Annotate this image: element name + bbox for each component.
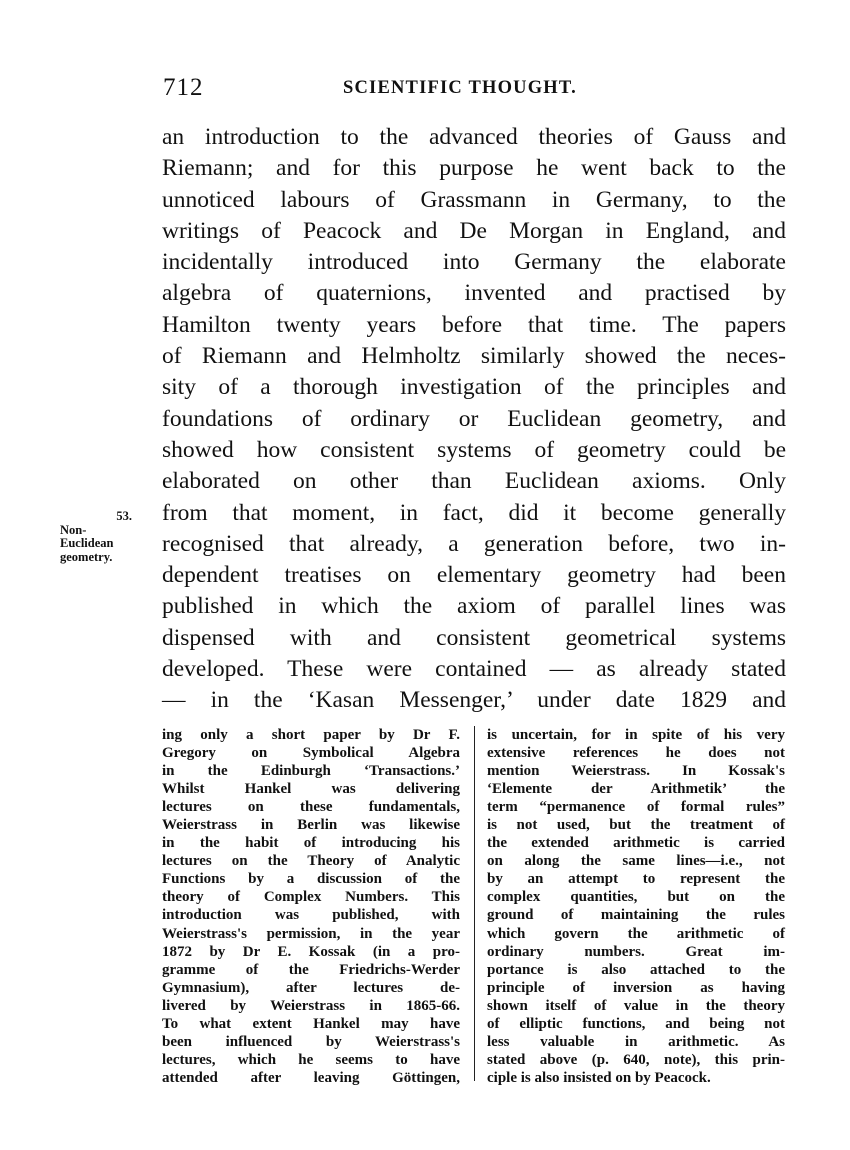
text-line: unnoticed labours of Grassmann in Germany, to the: [162, 186, 786, 213]
footnote-line: in the Edinburgh ‘Transactions.’: [162, 763, 460, 780]
footnote-line: been influenced by Weierstrass's: [162, 1033, 460, 1050]
section-label-line: geometry.: [60, 549, 113, 564]
section-label-line: Euclidean: [60, 536, 114, 550]
text-line: recognised that already, a generation before, two in-: [162, 530, 786, 557]
footnote-line: by an attempt to represent the: [487, 871, 785, 888]
section-label-line: Non-: [60, 522, 87, 537]
footnote-line: lectures on the Theory of Analytic: [162, 853, 460, 870]
footnote-line: lectures on these fundamentals,: [162, 799, 460, 816]
footnote-line: complex quantities, but on the: [487, 889, 785, 906]
text-line: writings of Peacock and De Morgan in England, and: [162, 217, 786, 244]
footnote-line: portance is also attached to the: [487, 961, 785, 978]
running-head: SCIENTIFIC THOUGHT.: [343, 78, 577, 98]
footnote-line: Gregory on Symbolical Algebra: [162, 745, 460, 762]
footnote-line: Weierstrass in Berlin was likewise: [162, 817, 460, 834]
footnote-line: term “permanence of formal rules”: [487, 799, 785, 816]
footnote-line: mention Weierstrass. In Kossak's: [487, 763, 785, 780]
footnote-line: gramme of the Friedrichs-Werder: [162, 961, 460, 978]
footnote-column-right: [487, 726, 785, 1087]
body-text: [162, 122, 786, 717]
footnote-line: ‘Elemente der Arithmetik’ the: [487, 781, 785, 798]
text-line: sity of a thorough investigation of the principles and: [162, 374, 786, 401]
text-line: published in which the axiom of parallel lines was: [162, 593, 786, 620]
footnote-line: livered by Weierstrass in 1865-66.: [162, 997, 460, 1014]
footnotes: [162, 726, 790, 1088]
footnote-line: lectures, which he seems to have: [162, 1051, 460, 1068]
footnote-line: of elliptic functions, and being not: [487, 1015, 785, 1032]
footnote-line: To what extent Hankel may have: [162, 1015, 460, 1032]
text-line: dependent treatises on elementary geometry had been: [162, 562, 786, 589]
text-line: dispensed with and consistent geometrical systems: [162, 624, 786, 651]
footnote-line: Functions by a discussion of the: [162, 871, 460, 888]
page-number: 712: [163, 74, 204, 101]
text-line: showed how consistent systems of geometry could be: [162, 436, 786, 463]
text-line: elaborated on other than Euclidean axioms. Only: [162, 468, 786, 495]
footnote-line: less valuable in arithmetic. As: [487, 1033, 785, 1050]
footnote-line: principle of inversion as having: [487, 979, 785, 996]
text-line: incidentally introduced into Germany the elaborate: [162, 249, 786, 276]
text-line: foundations of ordinary or Euclidean geometry, and: [162, 405, 786, 432]
footnote-line: on along the same lines—i.e., not: [487, 853, 785, 870]
footnote-column-left: [162, 726, 460, 1087]
text-line: — in the ‘Kasan Messenger,’ under date 1829 and: [162, 687, 786, 714]
text-line: Hamilton twenty years before that time. The papers: [162, 311, 786, 338]
text-line: an introduction to the advanced theories of Gauss and: [162, 124, 786, 150]
footnote-line: the extended arithmetic is carried: [487, 835, 785, 852]
footnote-line: extensive references he does not: [487, 745, 785, 762]
footnote-line: theory of Complex Numbers. This: [162, 889, 460, 906]
text-line: Riemann; and for this purpose he went back to the: [162, 155, 786, 182]
footnote-line: which govern the arithmetic of: [487, 925, 785, 942]
text-line: algebra of quaternions, invented and practised by: [162, 280, 786, 307]
text-line: of Riemann and Helmholtz similarly showed the neces-: [162, 343, 786, 370]
footnote-line: Weierstrass's permission, in the year: [162, 925, 460, 942]
column-divider: [474, 726, 475, 1081]
text-line: developed. These were contained — as already stated: [162, 656, 786, 683]
footnote-line: ordinary numbers. Great im-: [487, 943, 785, 960]
margin-note: [60, 510, 138, 564]
footnote-line: attended after leaving Göttingen,: [162, 1069, 460, 1086]
footnote-line: 1872 by Dr E. Kossak (in a pro-: [162, 943, 460, 960]
section-number: 53.: [116, 509, 132, 523]
footnote-line: stated above (p. 640, note), this prin-: [487, 1051, 785, 1068]
footnote-line: is not used, but the treatment of: [487, 817, 785, 834]
text-line: from that moment, in fact, did it become generally: [162, 499, 786, 526]
footnote-line: introduction was published, with: [162, 907, 460, 924]
footnote-line: Gymnasium), after lectures de-: [162, 979, 460, 996]
footnote-line: ground of maintaining the rules: [487, 907, 785, 924]
page-header: [163, 74, 783, 104]
footnote-line: ing only a short paper by Dr F.: [162, 727, 460, 743]
footnote-line: Whilst Hankel was delivering: [162, 781, 460, 798]
footnote-line: is uncertain, for in spite of his very: [487, 727, 785, 743]
footnote-line: shown itself of value in the theory: [487, 997, 785, 1014]
footnote-line: ciple is also insisted on by Peacock.: [487, 1069, 711, 1086]
footnote-line: in the habit of introducing his: [162, 835, 460, 852]
